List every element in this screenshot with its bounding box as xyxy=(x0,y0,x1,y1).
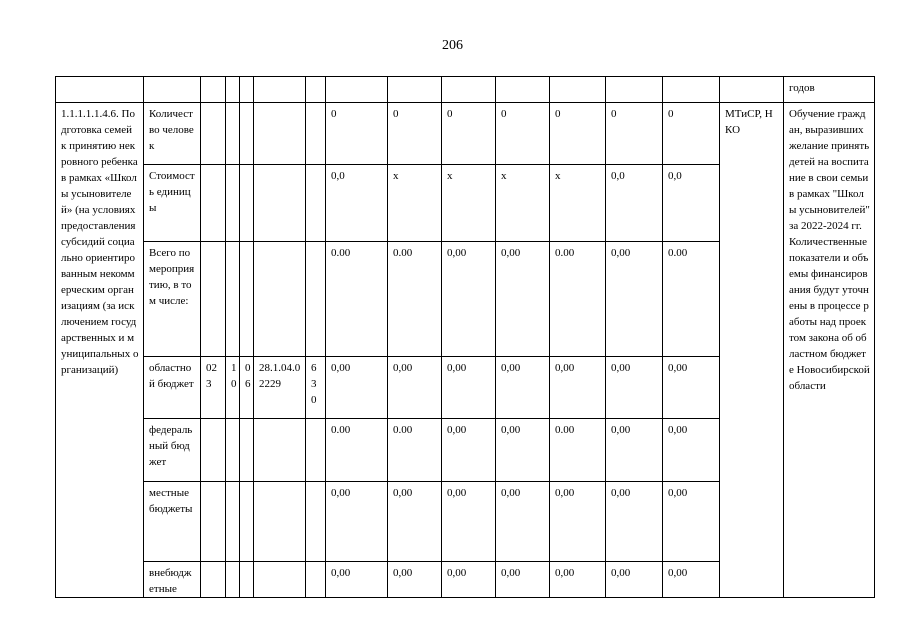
row-label: Количество человек xyxy=(144,103,201,165)
pr-code xyxy=(240,482,254,562)
vr-code xyxy=(306,482,326,562)
csr-code xyxy=(254,165,306,242)
cell xyxy=(550,77,606,103)
csr-code xyxy=(254,242,306,357)
value-cell: 0,00 xyxy=(606,419,663,482)
value-cell: 0,00 xyxy=(663,482,720,562)
value-cell: 0,00 xyxy=(326,482,388,562)
value-cell: 0,00 xyxy=(663,357,720,419)
csr-code xyxy=(254,103,306,165)
rz-code: 10 xyxy=(226,357,240,419)
rz-code xyxy=(226,103,240,165)
vr-code xyxy=(306,165,326,242)
value-cell: 0.00 xyxy=(388,419,442,482)
cell xyxy=(496,77,550,103)
value-cell: 0,00 xyxy=(496,357,550,419)
cell xyxy=(606,77,663,103)
vr-code xyxy=(306,562,326,598)
grbs-code xyxy=(201,562,226,598)
value-cell: 0,00 xyxy=(442,419,496,482)
row-label: внебюджетные xyxy=(144,562,201,598)
value-cell: 0,00 xyxy=(388,562,442,598)
cell xyxy=(201,77,226,103)
value-cell: 0.00 xyxy=(550,419,606,482)
row-label: федеральный бюджет xyxy=(144,419,201,482)
value-cell: 0,0 xyxy=(606,165,663,242)
value-cell: 0.00 xyxy=(663,242,720,357)
value-cell: 0,00 xyxy=(326,357,388,419)
expected-result: Обучение граждан, выразивших желание принять детей на воспитание в свои семьи в рамках "Школы усыновителей" за 2022-2024 гг. Количественные показатели и объемы финансирования будут уточнены в процессе работы над проектом закона об областном бюджете Новосибирской области xyxy=(784,103,875,598)
value-cell: 0 xyxy=(606,103,663,165)
grbs-code xyxy=(201,419,226,482)
value-cell: 0 xyxy=(442,103,496,165)
value-cell: 0,00 xyxy=(326,562,388,598)
value-cell: x xyxy=(388,165,442,242)
value-cell: 0.00 xyxy=(326,419,388,482)
pr-code: 06 xyxy=(240,357,254,419)
value-cell: 0.00 xyxy=(326,242,388,357)
cell xyxy=(56,77,144,103)
csr-code xyxy=(254,482,306,562)
value-cell: 0,00 xyxy=(606,562,663,598)
value-cell: 0,00 xyxy=(496,562,550,598)
cell xyxy=(720,77,784,103)
value-cell: 0,00 xyxy=(663,419,720,482)
value-cell: 0,00 xyxy=(442,482,496,562)
value-cell: 0,00 xyxy=(442,242,496,357)
value-cell: 0,00 xyxy=(606,357,663,419)
value-cell: 0 xyxy=(550,103,606,165)
vr-code xyxy=(306,242,326,357)
csr-code xyxy=(254,419,306,482)
value-cell: 0,00 xyxy=(606,242,663,357)
page-number: 206 xyxy=(442,38,463,53)
rz-code xyxy=(226,482,240,562)
cell xyxy=(226,77,240,103)
value-cell: x xyxy=(550,165,606,242)
header-continuation-row xyxy=(56,77,875,103)
executor: МТиСР, НКО xyxy=(720,103,784,598)
grbs-code xyxy=(201,165,226,242)
value-cell: 0,00 xyxy=(663,562,720,598)
value-cell: 0,00 xyxy=(496,242,550,357)
value-cell: 0,00 xyxy=(442,357,496,419)
vr-code: 630 xyxy=(306,357,326,419)
row-label: Стоимость единицы xyxy=(144,165,201,242)
cell-years: годов xyxy=(784,77,875,103)
budget-table xyxy=(55,76,875,598)
value-cell: 0 xyxy=(388,103,442,165)
value-cell: x xyxy=(442,165,496,242)
value-cell: x xyxy=(496,165,550,242)
value-cell: 0 xyxy=(663,103,720,165)
value-cell: 0,00 xyxy=(496,419,550,482)
cell xyxy=(442,77,496,103)
cell xyxy=(144,77,201,103)
value-cell: 0,00 xyxy=(550,357,606,419)
value-cell: 0,00 xyxy=(606,482,663,562)
grbs-code xyxy=(201,242,226,357)
value-cell: 0,0 xyxy=(326,165,388,242)
cell xyxy=(663,77,720,103)
cell xyxy=(254,77,306,103)
cell xyxy=(326,77,388,103)
value-cell: 0,00 xyxy=(496,482,550,562)
pr-code xyxy=(240,562,254,598)
value-cell: 0,00 xyxy=(550,482,606,562)
item-code-name: 1.1.1.1.1.4.6. Подготовка семей к принятию некровного ребенка в рамках «Школы усыновителей» (на условиях предоставления субсидий социально ориентированным некоммерческим организациям (за исключением государственных и муниципальных организаций) xyxy=(56,103,144,598)
value-cell: 0,00 xyxy=(388,482,442,562)
pr-code xyxy=(240,242,254,357)
value-cell: 0 xyxy=(326,103,388,165)
value-cell: 0,00 xyxy=(442,562,496,598)
table-row xyxy=(56,103,875,165)
row-label: областной бюджет xyxy=(144,357,201,419)
row-label: Всего по мероприятию, в том числе: xyxy=(144,242,201,357)
value-cell: 0 xyxy=(496,103,550,165)
vr-code xyxy=(306,419,326,482)
pr-code xyxy=(240,419,254,482)
pr-code xyxy=(240,165,254,242)
cell xyxy=(306,77,326,103)
rz-code xyxy=(226,562,240,598)
row-label: местные бюджеты xyxy=(144,482,201,562)
rz-code xyxy=(226,165,240,242)
value-cell: 0,0 xyxy=(663,165,720,242)
cell xyxy=(240,77,254,103)
grbs-code xyxy=(201,482,226,562)
rz-code xyxy=(226,419,240,482)
csr-code: 28.1.04.02229 xyxy=(254,357,306,419)
value-cell: 0,00 xyxy=(388,357,442,419)
value-cell: 0,00 xyxy=(550,562,606,598)
value-cell: 0.00 xyxy=(550,242,606,357)
csr-code xyxy=(254,562,306,598)
rz-code xyxy=(226,242,240,357)
cell xyxy=(388,77,442,103)
grbs-code xyxy=(201,103,226,165)
vr-code xyxy=(306,103,326,165)
value-cell: 0.00 xyxy=(388,242,442,357)
pr-code xyxy=(240,103,254,165)
grbs-code: 023 xyxy=(201,357,226,419)
